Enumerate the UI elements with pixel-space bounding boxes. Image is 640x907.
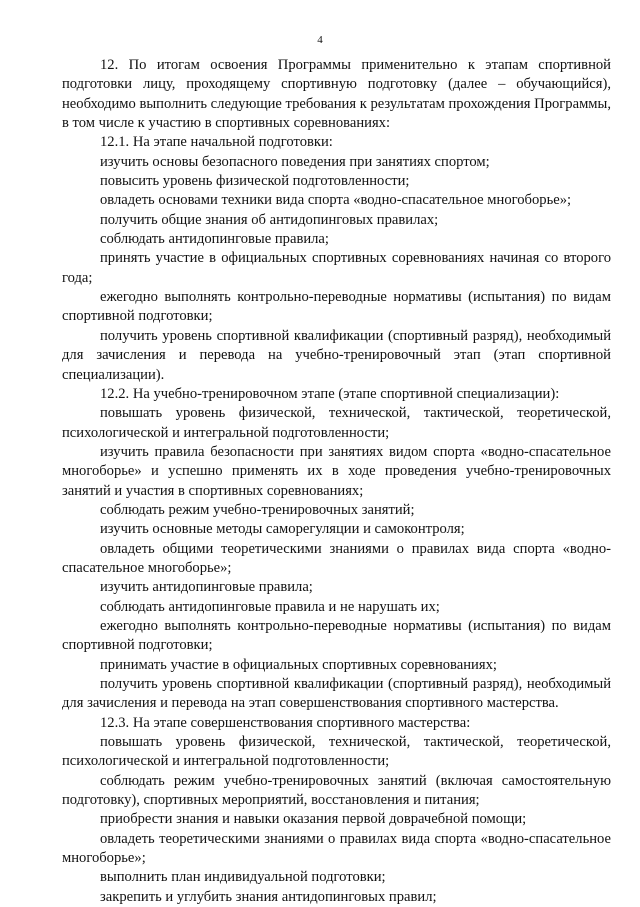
list-item: изучить основные методы саморегуляции и самоконтроля; — [100, 521, 465, 538]
section-heading: 12.3. На этапе совершенствования спортивного мастерства: — [100, 714, 471, 731]
list-item: соблюдать антидопинговые правила; — [100, 231, 329, 248]
page-number: 4 — [317, 34, 323, 46]
list-item: изучить правила безопасности при занятиях видом спорта «водно-спасательное многоборье» и успешно применять их в ходе проведения учебно-тренировочных занятий и участия в спортивных соревнованиях; — [62, 443, 611, 499]
list-item: повышать уровень физической, технической, тактической, теоретической, психологической и интегральной подготовленности; — [62, 405, 611, 441]
list-item: овладеть теоретическими знаниями о правилах вида спорта «водно-спасательное многоборье»; — [62, 830, 611, 867]
section-heading: 12.2. На учебно-тренировочном этапе (этапе спортивной специализации): — [100, 385, 560, 402]
paragraph: 12. По итогам освоения Программы применительно к этапам спортивной подготовки лицу, проходящему спортивную подготовку (далее – обучающийся), необходимо выполнить следующие требования к результатам прохождения Программы, в том числе к участию в спортивных соревнованиях: — [62, 57, 611, 132]
list-item: соблюдать режим учебно-тренировочных занятий; — [100, 501, 415, 518]
document-body — [62, 56, 611, 907]
list-item: изучить антидопинговые правила; — [100, 579, 313, 596]
list-item: овладеть основами техники вида спорта «водно-спасательное многоборье»; — [100, 192, 572, 209]
list-item: закрепить и углубить знания антидопинговых правил; — [100, 888, 437, 905]
list-item: ежегодно выполнять контрольно-переводные нормативы (испытания) по видам спортивной подготовки; — [62, 617, 611, 654]
list-item: приобрести знания и навыки оказания первой доврачебной помощи; — [100, 811, 527, 828]
list-item: соблюдать режим учебно-тренировочных занятий (включая самостоятельную подготовку), спортивных мероприятий, восстановления и питания; — [62, 772, 611, 809]
list-item: принимать участие в официальных спортивных соревнованиях; — [100, 656, 497, 673]
list-item: повысить уровень физической подготовленности; — [100, 173, 410, 190]
list-item: соблюдать антидопинговые правила и не нарушать их; — [100, 598, 440, 615]
section-heading: 12.1. На этапе начальной подготовки: — [100, 134, 333, 151]
list-item: изучить основы безопасного поведения при занятиях спортом; — [100, 153, 490, 170]
list-item: получить уровень спортивной квалификации (спортивный разряд), необходимый для зачисления и перевода на учебно-тренировочный этап (этап спортивной специализации). — [62, 327, 611, 383]
list-item: получить уровень спортивной квалификации (спортивный разряд), необходимый для зачисления и перевода на этап совершенствования спортивного мастерства. — [62, 676, 611, 712]
list-item: выполнить план индивидуальной подготовки; — [100, 869, 386, 886]
list-item: принять участие в официальных спортивных соревнованиях начиная со второго года; — [62, 250, 611, 286]
list-item: ежегодно выполнять контрольно-переводные нормативы (испытания) по видам спортивной подготовки; — [62, 289, 611, 325]
list-item: овладеть общими теоретическими знаниями о правилах вида спорта «водно-спасательное многоборье»; — [62, 540, 611, 576]
list-item: повышать уровень физической, технической, тактической, теоретической, психологической и интегральной подготовленности; — [62, 734, 611, 770]
list-item: получить общие знания об антидопинговых правилах; — [100, 211, 439, 228]
